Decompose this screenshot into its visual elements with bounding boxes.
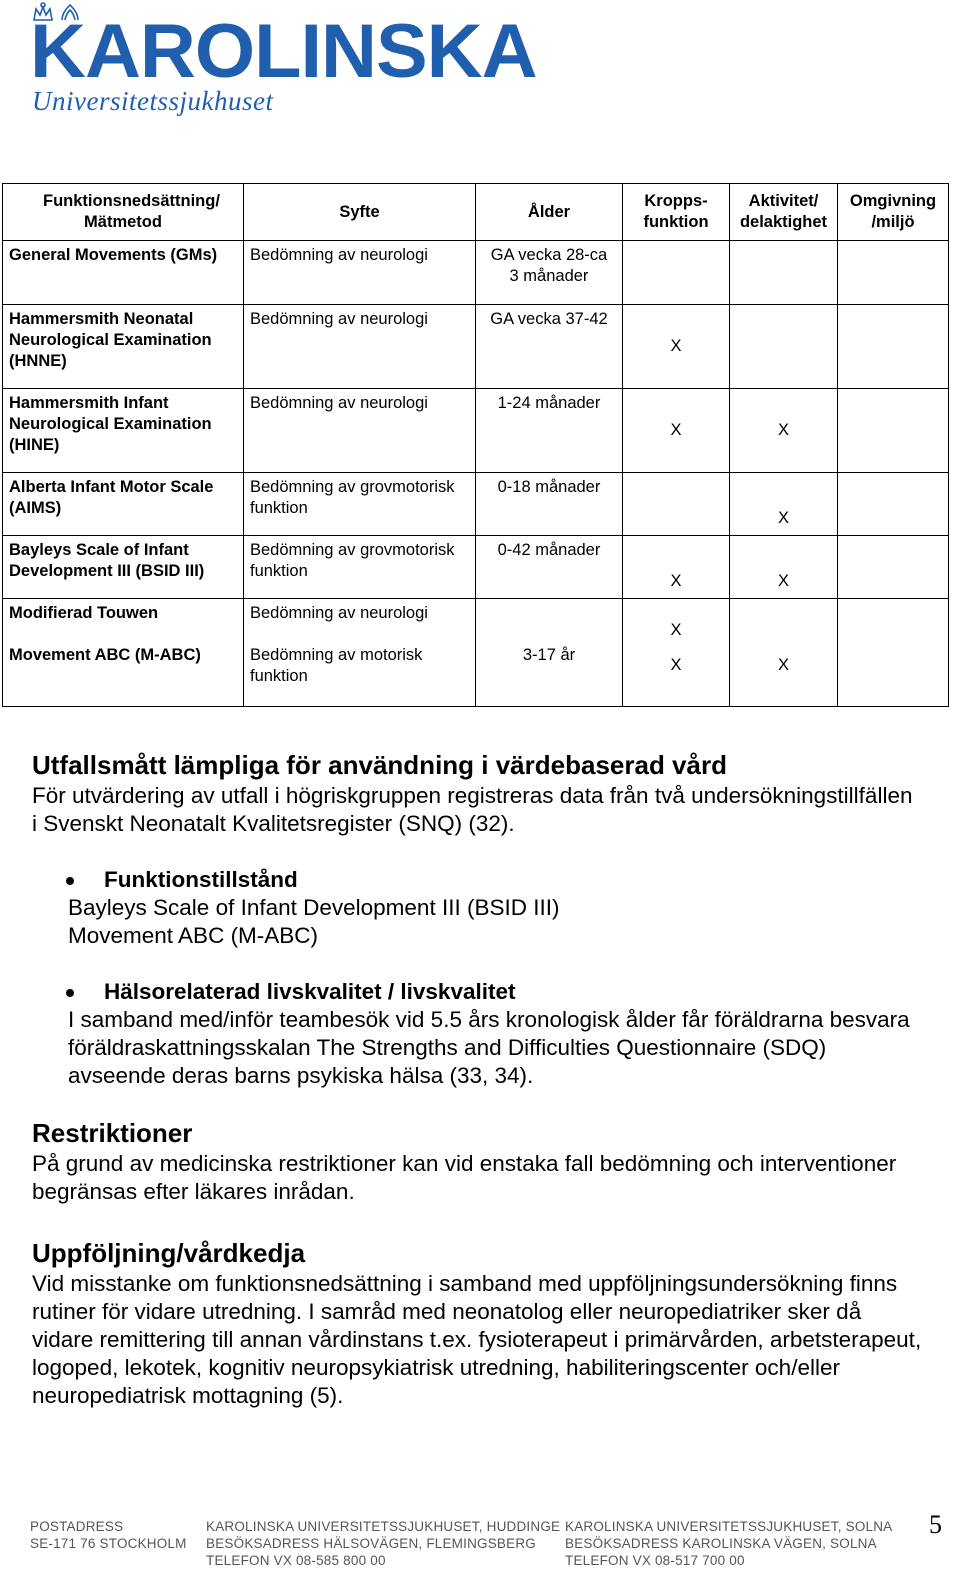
row-purpose: Bedömning av neurologi bbox=[244, 305, 476, 389]
header-kroppsfunktion: Kropps-funktion bbox=[623, 184, 730, 241]
header-method: Funktionsnedsättning/ Mätmetod bbox=[3, 184, 244, 241]
footer-solna bbox=[565, 1518, 892, 1569]
karolinska-logo bbox=[32, 2, 552, 122]
header-age: Ålder bbox=[476, 184, 623, 241]
table-row bbox=[3, 389, 949, 473]
row-method: Bayleys Scale of Infant Development III (BSID III) bbox=[3, 536, 244, 599]
row-purpose: Bedömning av motorisk funktion bbox=[244, 641, 476, 707]
row-method: Modifierad Touwen bbox=[3, 599, 244, 641]
section-title-followup: Uppföljning/vårdkedja bbox=[32, 1238, 306, 1268]
bullet-line: Bayleys Scale of Infant Development III (BSID III) bbox=[68, 895, 560, 920]
bullet-line: Movement ABC (M-ABC) bbox=[68, 923, 319, 948]
row-aktivitet: X bbox=[730, 389, 838, 473]
footer-huddinge bbox=[206, 1518, 560, 1569]
section-title-restrictions: Restriktioner bbox=[32, 1118, 193, 1148]
table-header-row bbox=[3, 184, 949, 241]
table-row bbox=[3, 641, 949, 707]
row-age: 3-17 år bbox=[476, 641, 623, 707]
footer-line: SE-171 76 STOCKHOLM bbox=[30, 1536, 187, 1551]
footer-line: TELEFON VX 08-517 700 00 bbox=[565, 1553, 745, 1568]
row-age: 0-18 månader bbox=[476, 473, 623, 536]
row-omgivning bbox=[838, 641, 949, 707]
table-row bbox=[3, 599, 949, 641]
row-omgivning bbox=[838, 473, 949, 536]
assessment-table bbox=[2, 183, 949, 707]
row-purpose: Bedömning av neurologi bbox=[244, 241, 476, 305]
bullet-icon bbox=[66, 877, 74, 885]
table-row bbox=[3, 536, 949, 599]
logo-wordmark: KAROLINSKA bbox=[30, 9, 537, 94]
footer-line: KAROLINSKA UNIVERSITETSSJUKHUSET, SOLNA bbox=[565, 1519, 893, 1534]
row-aktivitet: X bbox=[730, 473, 838, 536]
row-age: GA vecka 37-42 bbox=[476, 305, 623, 389]
table-row bbox=[3, 473, 949, 536]
footer-line: BESÖKSADRESS HÄLSOVÄGEN, FLEMINGSBERG bbox=[206, 1536, 536, 1551]
row-kropp bbox=[623, 241, 730, 305]
row-aktivitet bbox=[730, 305, 838, 389]
row-kropp: X bbox=[623, 389, 730, 473]
row-age: 0-42 månader bbox=[476, 536, 623, 599]
section-text-followup: Vid misstanke om funktionsnedsättning i samband med uppföljningsundersökning finns rutiner för vidare utredning. I samråd med neonatolog eller neuropediatriker sker då vidare remittering till annan vårdinstans t.ex. fysioterapeut i primärvården, arbetsterapeut, logoped, lekotek, kognitiv neuropsykiatrisk utredning, habiliteringscenter och/eller neuropediatrisk mottagning (5). bbox=[32, 1271, 922, 1408]
bullet-quality-of-life bbox=[68, 978, 928, 1090]
table-row bbox=[3, 241, 949, 305]
row-omgivning bbox=[838, 305, 949, 389]
row-kropp: X bbox=[623, 305, 730, 389]
row-kropp: X bbox=[623, 599, 730, 641]
row-method: Movement ABC (M-ABC) bbox=[3, 641, 244, 707]
row-aktivitet: X bbox=[730, 641, 838, 707]
footer-line: KAROLINSKA UNIVERSITETSSJUKHUSET, HUDDINGE bbox=[206, 1519, 561, 1534]
row-kropp: X bbox=[623, 536, 730, 599]
footer-postal bbox=[30, 1518, 187, 1552]
row-method: General Movements (GMs) bbox=[3, 241, 244, 305]
row-age bbox=[476, 599, 623, 641]
footer-line: POSTADRESS bbox=[30, 1519, 124, 1534]
row-aktivitet bbox=[730, 241, 838, 305]
row-aktivitet bbox=[730, 599, 838, 641]
row-omgivning bbox=[838, 389, 949, 473]
row-omgivning bbox=[838, 241, 949, 305]
row-age: 1-24 månader bbox=[476, 389, 623, 473]
header-omgivning: Omgivning /miljö bbox=[838, 184, 949, 241]
bullet-line: I samband med/inför teambesök vid 5.5 års kronologisk ålder får föräldrarna besvara föräldraskattningsskalan The Strengths and Difficulties Questionnaire (SDQ) avseende deras barns psykiska hälsa (33, 34). bbox=[68, 1007, 910, 1088]
section-title-outcomes: Utfallsmått lämpliga för användning i värdebaserad vård bbox=[32, 750, 727, 780]
row-kropp: X bbox=[623, 641, 730, 707]
bullet-icon bbox=[66, 989, 74, 997]
table-row bbox=[3, 305, 949, 389]
row-method: Hammersmith Infant Neurological Examination (HINE) bbox=[3, 389, 244, 473]
page-footer bbox=[0, 1518, 960, 1582]
row-purpose: Bedömning av neurologi bbox=[244, 599, 476, 641]
footer-line: TELEFON VX 08-585 800 00 bbox=[206, 1553, 386, 1568]
row-purpose: Bedömning av grovmotorisk funktion bbox=[244, 536, 476, 599]
bullet-heading: Hälsorelaterad livskvalitet / livskvalitet bbox=[104, 979, 516, 1004]
bullet-functional-status bbox=[68, 866, 928, 950]
header-aktivitet: Aktivitet/ delaktighet bbox=[730, 184, 838, 241]
row-purpose: Bedömning av grovmotorisk funktion bbox=[244, 473, 476, 536]
row-omgivning bbox=[838, 599, 949, 641]
page-number: 5 bbox=[929, 1510, 942, 1539]
section-text-outcomes: För utvärdering av utfall i högriskgruppen registreras data från två undersökningstillfällen i Svenskt Neonatalt Kvalitetsregister (SNQ) (32). bbox=[32, 783, 913, 836]
row-aktivitet: X bbox=[730, 536, 838, 599]
row-method: Hammersmith Neonatal Neurological Examination (HNNE) bbox=[3, 305, 244, 389]
row-purpose: Bedömning av neurologi bbox=[244, 389, 476, 473]
row-kropp bbox=[623, 473, 730, 536]
logo-subtitle: Universitetssjukhuset bbox=[32, 86, 274, 116]
row-omgivning bbox=[838, 536, 949, 599]
row-method: Alberta Infant Motor Scale (AIMS) bbox=[3, 473, 244, 536]
row-age: GA vecka 28-ca 3 månader bbox=[476, 241, 623, 305]
section-text-restrictions: På grund av medicinska restriktioner kan vid enstaka fall bedömning och interventioner begränsas efter läkares inrådan. bbox=[32, 1151, 897, 1204]
header-purpose: Syfte bbox=[244, 184, 476, 241]
footer-line: BESÖKSADRESS KAROLINSKA VÄGEN, SOLNA bbox=[565, 1536, 877, 1551]
bullet-heading: Funktionstillstånd bbox=[104, 867, 298, 892]
